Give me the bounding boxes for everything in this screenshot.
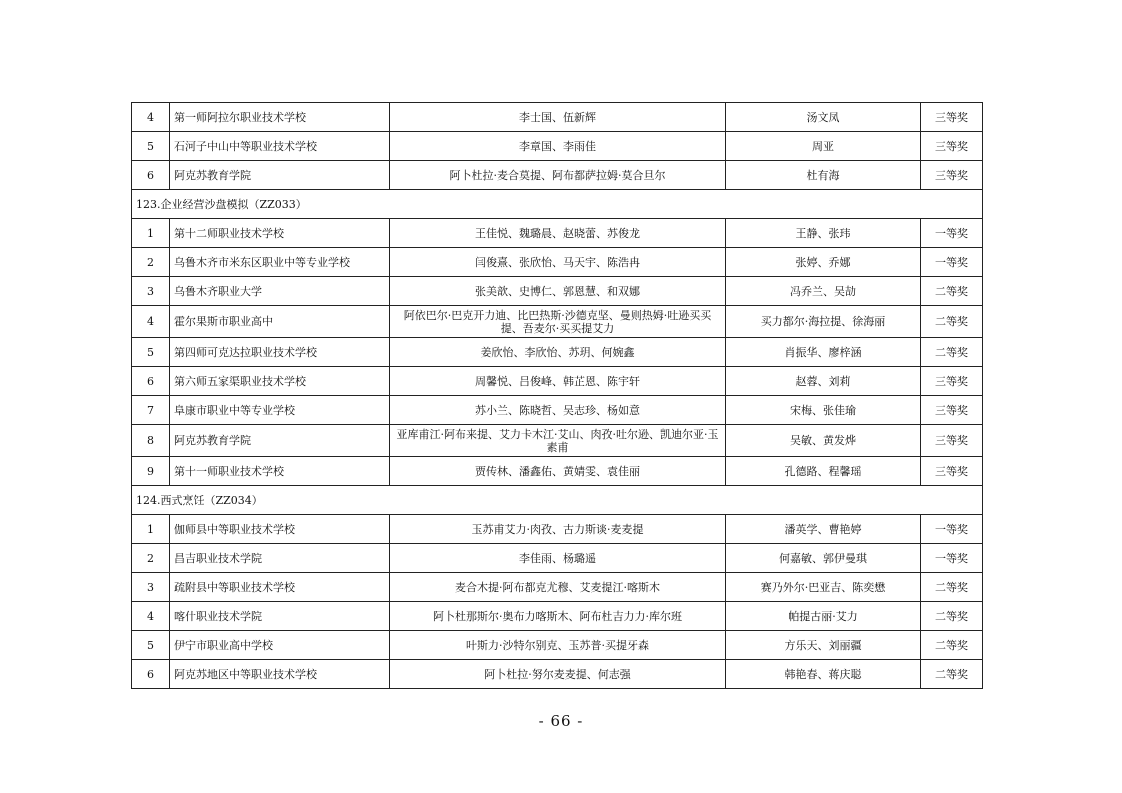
award-level-cell: 三等奖 — [921, 103, 983, 132]
table-row — [132, 219, 983, 248]
instructors-cell: 肖振华、廖梓涵 — [726, 338, 921, 367]
table-row — [132, 161, 983, 190]
instructors-cell: 汤文凤 — [726, 103, 921, 132]
table-row — [132, 338, 983, 367]
instructors-cell: 孔德路、程馨瑶 — [726, 457, 921, 486]
students-cell: 苏小兰、陈晓哲、吴志珍、杨如意 — [390, 396, 726, 425]
award-level-cell: 三等奖 — [921, 425, 983, 457]
award-level-cell: 三等奖 — [921, 457, 983, 486]
instructors-cell: 吴敏、黄发烨 — [726, 425, 921, 457]
award-level-cell: 一等奖 — [921, 515, 983, 544]
award-level-cell: 一等奖 — [921, 248, 983, 277]
school-name-cell: 阿克苏教育学院 — [170, 425, 390, 457]
table-row — [132, 132, 983, 161]
instructors-cell: 何嘉敏、郭伊曼琪 — [726, 544, 921, 573]
section-title: 124.西式烹饪（ZZ034） — [132, 486, 983, 515]
row-number-cell: 3 — [132, 573, 170, 602]
table-row — [132, 602, 983, 631]
section-header-row — [132, 190, 983, 219]
table-row — [132, 573, 983, 602]
award-level-cell: 二等奖 — [921, 573, 983, 602]
row-number-cell: 4 — [132, 306, 170, 338]
students-cell: 亚库甫江·阿布来提、艾力卡木江·艾山、肉孜·吐尔逊、凯迪尔亚·玉素甫 — [390, 425, 726, 457]
table-row — [132, 631, 983, 660]
table-row — [132, 425, 983, 457]
award-level-cell: 二等奖 — [921, 338, 983, 367]
students-cell: 玉苏甫艾力·肉孜、古力斯谈·麦麦提 — [390, 515, 726, 544]
school-name-cell: 第十一师职业技术学校 — [170, 457, 390, 486]
award-level-cell: 三等奖 — [921, 367, 983, 396]
row-number-cell: 3 — [132, 277, 170, 306]
section-title: 123.企业经营沙盘模拟（ZZ033） — [132, 190, 983, 219]
school-name-cell: 疏附县中等职业技术学校 — [170, 573, 390, 602]
school-name-cell: 霍尔果斯市职业高中 — [170, 306, 390, 338]
school-name-cell: 第四师可克达拉职业技术学校 — [170, 338, 390, 367]
students-cell: 张美歆、史博仁、郭恩慧、和双娜 — [390, 277, 726, 306]
table-row — [132, 277, 983, 306]
students-cell: 贾传林、潘鑫佑、黄婧雯、袁佳丽 — [390, 457, 726, 486]
row-number-cell: 5 — [132, 132, 170, 161]
table-row — [132, 103, 983, 132]
school-name-cell: 阜康市职业中等专业学校 — [170, 396, 390, 425]
table-row — [132, 544, 983, 573]
school-name-cell: 阿克苏地区中等职业技术学校 — [170, 660, 390, 689]
row-number-cell: 7 — [132, 396, 170, 425]
students-cell: 姜欣怡、李欣怡、苏玥、何婉鑫 — [390, 338, 726, 367]
award-level-cell: 二等奖 — [921, 660, 983, 689]
row-number-cell: 4 — [132, 602, 170, 631]
school-name-cell: 第十二师职业技术学校 — [170, 219, 390, 248]
award-level-cell: 二等奖 — [921, 277, 983, 306]
students-cell: 阿卜杜那斯尔·奥布力喀斯木、阿布杜吉力力·库尔班 — [390, 602, 726, 631]
award-table-body — [132, 103, 983, 689]
school-name-cell: 第六师五家渠职业技术学校 — [170, 367, 390, 396]
row-number-cell: 6 — [132, 660, 170, 689]
award-level-cell: 二等奖 — [921, 631, 983, 660]
instructors-cell: 方乐天、刘丽疆 — [726, 631, 921, 660]
school-name-cell: 乌鲁木齐市米东区职业中等专业学校 — [170, 248, 390, 277]
row-number-cell: 6 — [132, 161, 170, 190]
students-cell: 李佳雨、杨璐遥 — [390, 544, 726, 573]
school-name-cell: 昌吉职业技术学院 — [170, 544, 390, 573]
instructors-cell: 买力都尔·海拉提、徐海丽 — [726, 306, 921, 338]
instructors-cell: 赵蓉、刘莉 — [726, 367, 921, 396]
table-row — [132, 306, 983, 338]
students-cell: 闫俊熹、张欣怡、马天宇、陈浩冉 — [390, 248, 726, 277]
instructors-cell: 王静、张玮 — [726, 219, 921, 248]
row-number-cell: 2 — [132, 248, 170, 277]
instructors-cell: 周亚 — [726, 132, 921, 161]
award-table — [131, 102, 983, 689]
students-cell: 周馨悦、吕俊峰、韩芷恩、陈宇轩 — [390, 367, 726, 396]
table-row — [132, 248, 983, 277]
row-number-cell: 5 — [132, 338, 170, 367]
school-name-cell: 伽师县中等职业技术学校 — [170, 515, 390, 544]
students-cell: 阿依巴尔·巴克开力迪、比巴热斯·沙德克坚、曼则热姆·吐逊买买提、吾麦尔·买买提艾力 — [390, 306, 726, 338]
instructors-cell: 杜有海 — [726, 161, 921, 190]
award-level-cell: 三等奖 — [921, 396, 983, 425]
students-cell: 李士国、伍新辉 — [390, 103, 726, 132]
award-level-cell: 二等奖 — [921, 602, 983, 631]
school-name-cell: 第一师阿拉尔职业技术学校 — [170, 103, 390, 132]
row-number-cell: 1 — [132, 219, 170, 248]
instructors-cell: 韩艳春、蒋庆聪 — [726, 660, 921, 689]
school-name-cell: 阿克苏教育学院 — [170, 161, 390, 190]
school-name-cell: 喀什职业技术学院 — [170, 602, 390, 631]
award-level-cell: 三等奖 — [921, 132, 983, 161]
instructors-cell: 赛乃外尔·巴亚吉、陈奕懋 — [726, 573, 921, 602]
table-row — [132, 367, 983, 396]
school-name-cell: 乌鲁木齐职业大学 — [170, 277, 390, 306]
school-name-cell: 伊宁市职业高中学校 — [170, 631, 390, 660]
instructors-cell: 宋梅、张佳瑜 — [726, 396, 921, 425]
students-cell: 李章国、李雨佳 — [390, 132, 726, 161]
row-number-cell: 1 — [132, 515, 170, 544]
row-number-cell: 6 — [132, 367, 170, 396]
table-row — [132, 396, 983, 425]
page-number: - 66 - — [538, 712, 584, 730]
award-level-cell: 一等奖 — [921, 219, 983, 248]
instructors-cell: 帕提古丽·艾力 — [726, 602, 921, 631]
students-cell: 王佳悦、魏璐晨、赵晓蕾、苏俊龙 — [390, 219, 726, 248]
row-number-cell: 8 — [132, 425, 170, 457]
row-number-cell: 9 — [132, 457, 170, 486]
instructors-cell: 冯乔兰、吴劼 — [726, 277, 921, 306]
table-row — [132, 660, 983, 689]
instructors-cell: 潘英学、曹艳婷 — [726, 515, 921, 544]
instructors-cell: 张婷、乔娜 — [726, 248, 921, 277]
award-level-cell: 二等奖 — [921, 306, 983, 338]
students-cell: 阿卜杜拉·努尔麦麦提、何志强 — [390, 660, 726, 689]
table-row — [132, 515, 983, 544]
table-row — [132, 457, 983, 486]
school-name-cell: 石河子中山中等职业技术学校 — [170, 132, 390, 161]
row-number-cell: 4 — [132, 103, 170, 132]
row-number-cell: 5 — [132, 631, 170, 660]
students-cell: 叶斯力·沙特尔别克、玉苏普·买提牙森 — [390, 631, 726, 660]
award-level-cell: 一等奖 — [921, 544, 983, 573]
row-number-cell: 2 — [132, 544, 170, 573]
section-header-row — [132, 486, 983, 515]
students-cell: 麦合木提·阿布都克尤穆、艾麦提江·喀斯木 — [390, 573, 726, 602]
award-level-cell: 三等奖 — [921, 161, 983, 190]
students-cell: 阿卜杜拉·麦合莫提、阿布都萨拉姆·莫合旦尔 — [390, 161, 726, 190]
